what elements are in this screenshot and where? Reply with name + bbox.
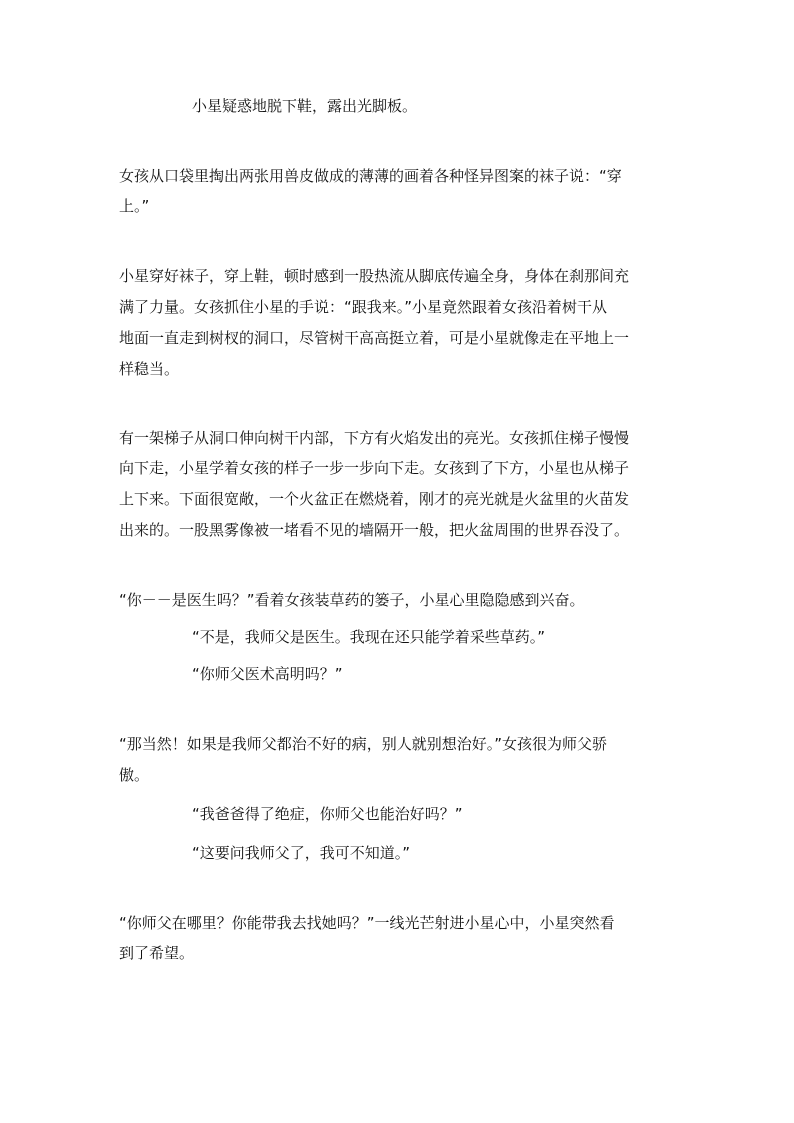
text-line: 有一架梯子从洞口伸向树干内部，下方有火焰发出的亮光。女孩抓住梯子慢慢 — [119, 429, 630, 447]
text-line: 地面一直走到树杈的洞口，尽管树干高高挺立着，可是小星就像走在平地上一 — [119, 329, 630, 347]
text-line: 上下来。下面很宽敞，一个火盆正在燃烧着，刚才的亮光就是火盆里的火苗发 — [119, 490, 630, 508]
text-line: “你－－是医生吗？”看着女孩装草药的篓子，小星心里隐隐感到兴奋。 — [119, 591, 585, 609]
text-line: 到了希望。 — [119, 944, 195, 962]
text-line: 小星穿好袜子，穿上鞋，顿时感到一股热流从脚底传遍全身，身体在刹那间充 — [119, 267, 630, 285]
text-line: 满了力量。女孩抓住小星的手说：“跟我来。”小星竟然跟着女孩沿着树干从 — [119, 298, 608, 316]
text-line: 上。” — [119, 197, 150, 215]
text-line: “这要问我师父了，我可不知道。” — [192, 844, 411, 862]
text-line: “那当然！如果是我师父都治不好的病，别人就别想治好。”女孩很为师父骄 — [119, 735, 608, 753]
text-line: “我爸爸得了绝症，你师父也能治好吗？” — [192, 805, 463, 823]
text-line: 出来的。一股黑雾像被一堵看不见的墙隔开一般，把火盆周围的世界吞没了。 — [119, 521, 630, 539]
text-line: 傲。 — [119, 766, 150, 784]
text-line: “你师父医术高明吗？” — [192, 665, 343, 683]
text-line: 小星疑惑地脱下鞋，露出光脚板。 — [192, 97, 418, 115]
text-line: “不是，我师父是医生。我现在还只能学着采些草药。” — [192, 628, 546, 646]
text-line: 女孩从口袋里掏出两张用兽皮做成的薄薄的画着各种怪异图案的袜子说：“穿 — [119, 167, 622, 185]
text-line: 样稳当。 — [119, 360, 180, 378]
text-line: 向下走，小星学着女孩的样子一步一步向下走。女孩到了下方，小星也从梯子 — [119, 459, 630, 477]
text-line: “你师父在哪里？你能带我去找她吗？”一线光芒射进小星心中，小星突然看 — [119, 914, 615, 932]
